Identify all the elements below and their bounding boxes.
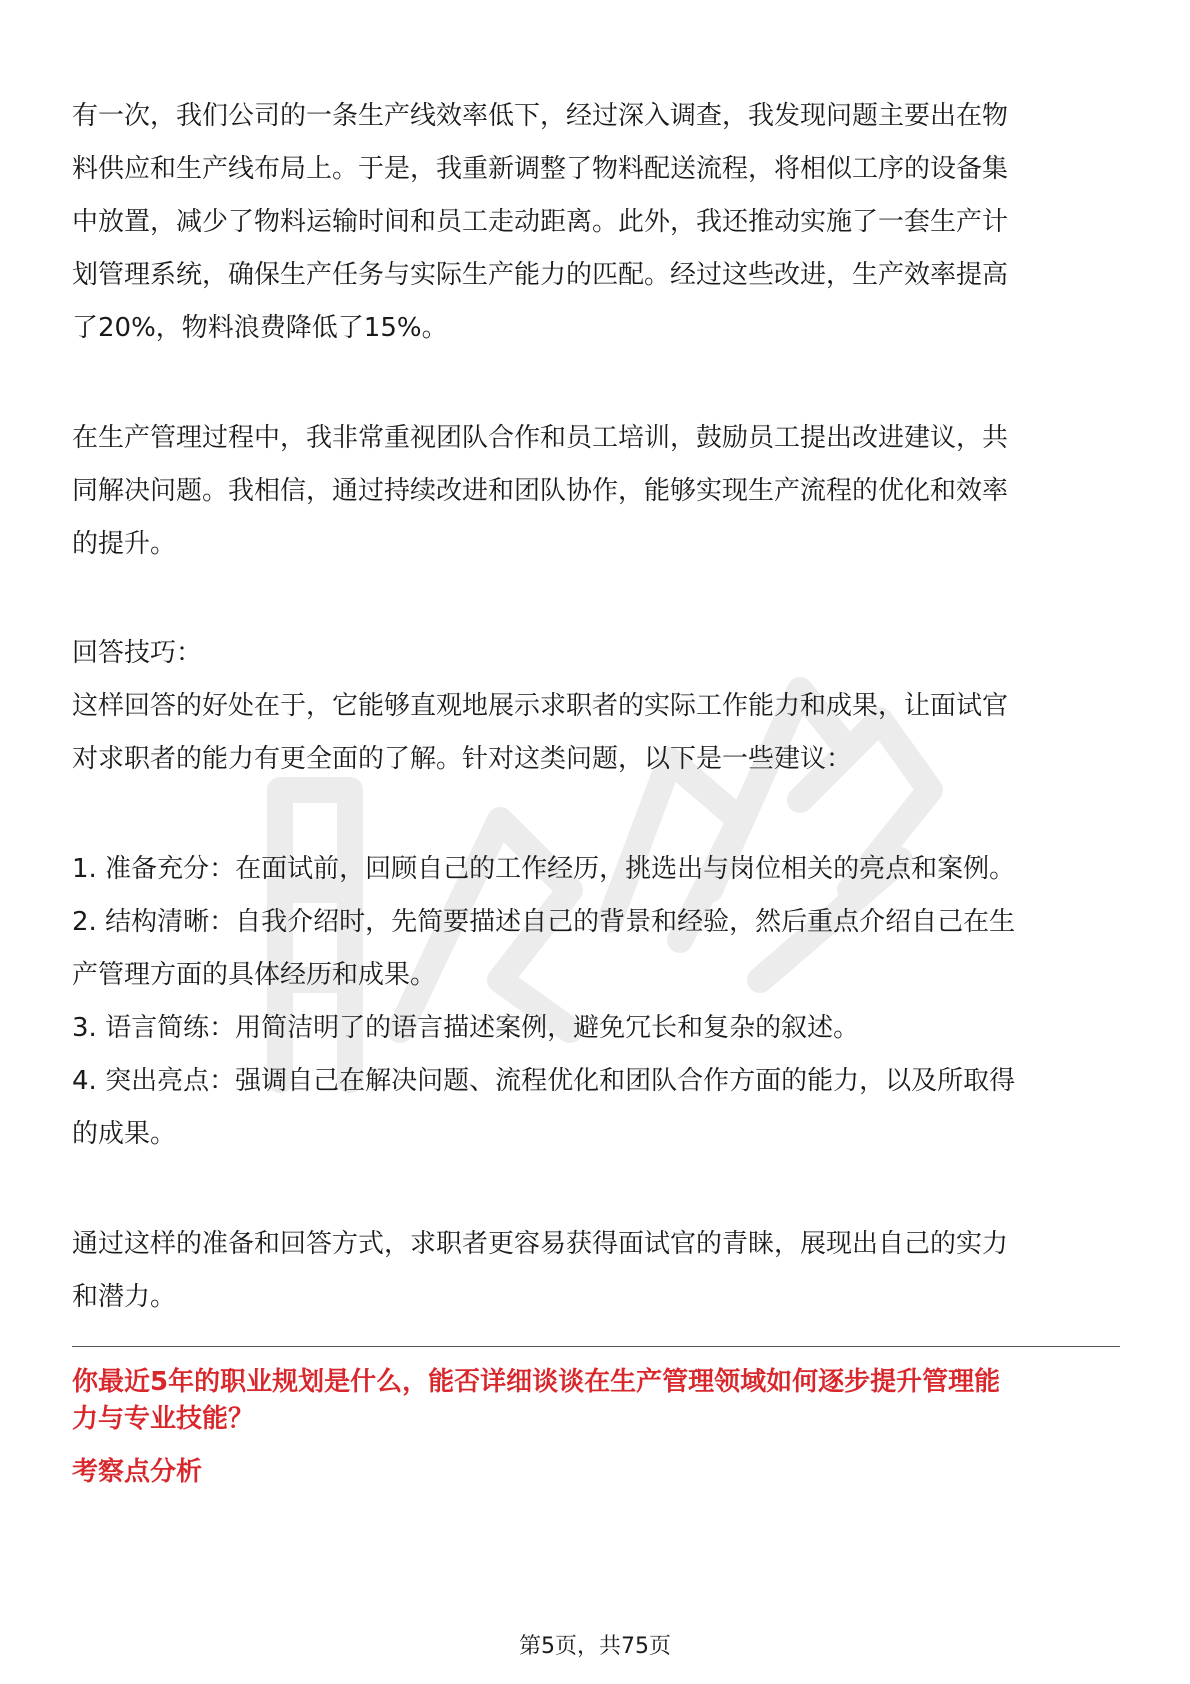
paragraph-1-line-1: 有一次，我们公司的一条生产线效率低下，经过深入调查，我发现问题主要出在物 bbox=[72, 101, 1009, 131]
conclusion-line-2: 和潜力。 bbox=[72, 1282, 177, 1312]
paragraph-2-line-1: 在生产管理过程中，我非常重视团队合作和员工培训，鼓励员工提出改进建议，共 bbox=[72, 423, 1009, 453]
paragraph-2-line-3: 的提升。 bbox=[72, 529, 177, 559]
analysis-heading: 考察点分析 bbox=[72, 1457, 203, 1487]
tips-list-item-1: 1. 准备充分：在面试前，回顾自己的工作经历，挑选出与岗位相关的亮点和案例。 bbox=[72, 854, 1016, 884]
conclusion-line-1: 通过这样的准备和回答方式，求职者更容易获得面试官的青睐，展现出自己的实力 bbox=[72, 1229, 1009, 1259]
paragraph-2-line-2: 同解决问题。我相信，通过持续改进和团队协作，能够实现生产流程的优化和效率 bbox=[72, 476, 1009, 506]
paragraph-1-line-3: 中放置，减少了物料运输时间和员工走动距离。此外，我还推动实施了一套生产计 bbox=[72, 207, 1009, 237]
paragraph-1-line-2: 料供应和生产线布局上。于是，我重新调整了物料配送流程，将相似工序的设备集 bbox=[72, 154, 1009, 184]
tips-list-item-2-cont: 产管理方面的具体经历和成果。 bbox=[72, 960, 437, 990]
tips-list-item-2: 2. 结构清晰：自我介绍时，先简要描述自己的背景和经验，然后重点介绍自己在生 bbox=[72, 907, 1016, 937]
section-divider bbox=[72, 1346, 1120, 1347]
next-question-line-2: 力与专业技能？ bbox=[72, 1404, 255, 1434]
tips-intro-line-1: 这样回答的好处在于，它能够直观地展示求职者的实际工作能力和成果，让面试官 bbox=[72, 691, 1009, 721]
paragraph-1-line-5: 了20%，物料浪费降低了15%。 bbox=[72, 313, 448, 343]
tips-list-item-3: 3. 语言简练：用简洁明了的语言描述案例，避免冗长和复杂的叙述。 bbox=[72, 1013, 860, 1043]
tips-heading: 回答技巧： bbox=[72, 638, 203, 668]
next-question-line-1: 你最近5年的职业规划是什么，能否详细谈谈在生产管理领域如何逐步提升管理能 bbox=[72, 1367, 1001, 1397]
tips-list-item-4: 4. 突出亮点：强调自己在解决问题、流程优化和团队合作方面的能力，以及所取得 bbox=[72, 1066, 1016, 1096]
tips-intro-line-2: 对求职者的能力有更全面的了解。针对这类问题，以下是一些建议： bbox=[72, 744, 853, 774]
paragraph-1-line-4: 划管理系统，确保生产任务与实际生产能力的匹配。经过这些改进，生产效率提高 bbox=[72, 260, 1009, 290]
tips-list-item-4-cont: 的成果。 bbox=[72, 1119, 177, 1149]
page-number-footer: 第5页，共75页 bbox=[519, 1634, 671, 1659]
